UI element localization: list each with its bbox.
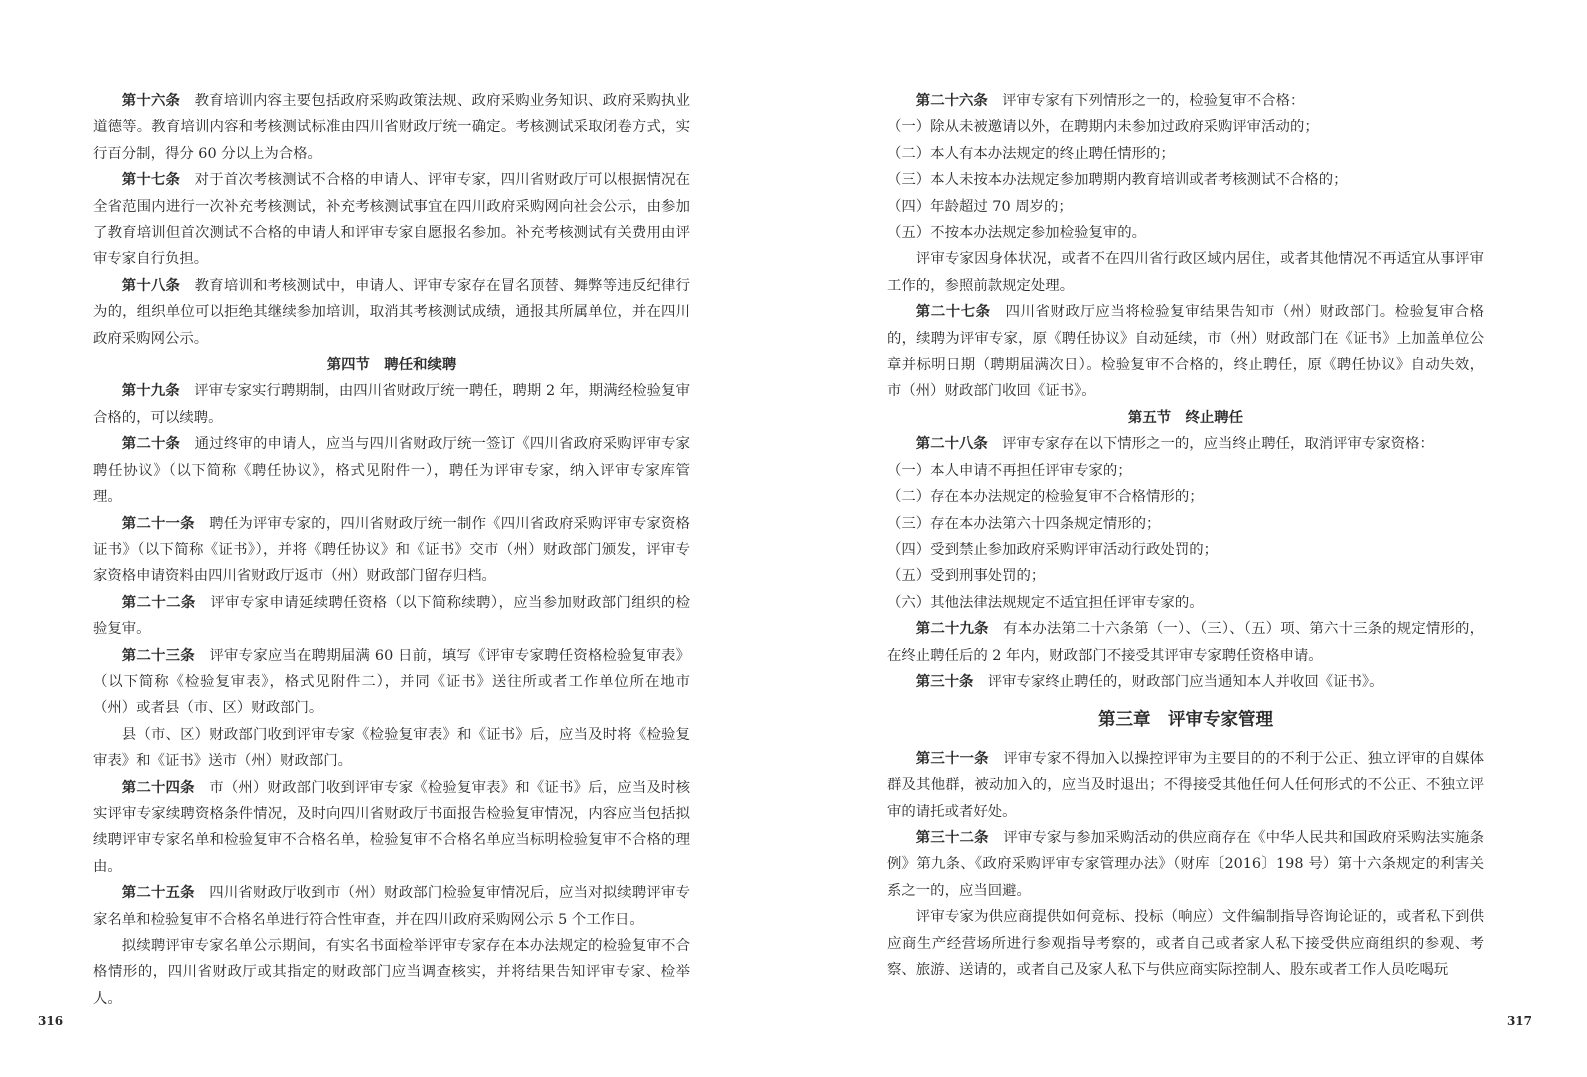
left-page bbox=[0, 0, 793, 1077]
article-text: 评审专家与参加采购活动的供应商存在《中华人民共和国政府采购法实施条例》第九条、《政府采购评审专家管理办法》（财库〔2016〕198 号）第十六条规定的利害关系之一的，应当回避。 bbox=[887, 829, 1484, 899]
article-text: 评审专家应当在聘期届满 60 日前，填写《评审专家聘任资格检验复审表》（以下简称《检验复审表》，格式见附件二），并同《证书》送往所或者工作单位所在地市（州）或者县（市、区）财政部门。 bbox=[93, 647, 690, 717]
article bbox=[93, 590, 690, 643]
article-text: 对于首次考核测试不合格的申请人、评审专家，四川省财政厅可以根据情况在全省范围内进行一次补充考核测试，补充考核测试事宜在四川政府采购网向社会公示，由参加了教育培训但首次测试不合格的申请人和评审专家自愿报名参加。补充考核测试有关费用由评审专家自行负担。 bbox=[93, 172, 690, 268]
article-text: 通过终审的申请人，应当与四川省财政厅统一签订《四川省政府采购评审专家聘任协议》（以下简称《聘任协议》，格式见附件一），聘任为评审专家，纳入评审专家库管理。 bbox=[93, 436, 690, 506]
paragraph: 县（市、区）财政部门收到评审专家《检验复审表》和《证书》后，应当及时将《检验复审表》和《证书》送市（州）财政部门。 bbox=[93, 726, 690, 770]
page-number: 317 bbox=[1506, 1014, 1532, 1028]
article bbox=[93, 273, 690, 352]
article-number: 第十九条 bbox=[121, 382, 180, 400]
right-page-text bbox=[887, 88, 1484, 983]
article-number: 第二十五条 bbox=[121, 884, 195, 902]
article-number: 第三十条 bbox=[915, 672, 974, 690]
paragraph: 评审专家因身体状况，或者不在四川省行政区域内居住，或者其他情况不再适宜从事评审工作的，参照前款规定处理。 bbox=[887, 251, 1484, 294]
section-heading: 第五节 终止聘任 bbox=[1127, 408, 1244, 426]
list-item: （一）本人申请不再担任评审专家的； bbox=[887, 462, 1132, 479]
article-number: 第二十二条 bbox=[121, 593, 196, 611]
paragraph: 拟续聘评审专家名单公示期间，有实名书面检举评审专家存在本办法规定的检验复审不合格情形的，四川省财政厅或其指定的财政部门应当调查核实，并将结果告知评审专家、检举人。 bbox=[93, 938, 690, 1007]
list-item: （三）存在本办法第六十四条规定情形的； bbox=[887, 515, 1161, 532]
list-item: （四）年龄超过 70 周岁的； bbox=[887, 198, 1073, 215]
article bbox=[93, 880, 690, 933]
list-item: （一）除从未被邀请以外，在聘期内未参加过政府采购评审活动的； bbox=[887, 119, 1319, 136]
article bbox=[93, 378, 690, 431]
page-number: 316 bbox=[38, 1014, 64, 1028]
right-page bbox=[794, 0, 1587, 1077]
section-heading: 第四节 聘任和续聘 bbox=[326, 356, 457, 374]
article bbox=[93, 511, 690, 590]
article-text: 评审专家存在以下情形之一的，应当终止聘任，取消评审专家资格： bbox=[987, 436, 1434, 453]
list-item: （二）本人有本办法规定的终止聘任情形的； bbox=[887, 145, 1175, 162]
article-text: 四川省财政厅收到市（州）财政部门检验复审情况后，应当对拟续聘评审专家名单和检验复审不合格名单进行符合性审查，并在四川政府采购网公示 5 个工作日。 bbox=[93, 885, 690, 928]
paragraph: 评审专家为供应商提供如何竞标、投标（响应）文件编制指导咨询论证的，或者私下到供应商生产经营场所进行参观指导考察的，或者自己或者家人私下接受供应商组织的参观、考察、旅游、送请的，或者自己及家人私下与供应商实际控制人、股东或者工作人员吃喝玩 bbox=[887, 909, 1484, 978]
article bbox=[887, 616, 1484, 669]
article-number: 第二十六条 bbox=[915, 92, 988, 109]
article-text: 有本办法第二十六条第（一）、（三）、（五）项、第六十三条的规定情形的，在终止聘任后的 2 年内，财政部门不接受其评审专家聘任资格申请。 bbox=[887, 621, 1484, 664]
article bbox=[93, 431, 690, 510]
article-number: 第二十三条 bbox=[121, 646, 195, 664]
article-text: 评审专家实行聘期制，由四川省财政厅统一聘任，聘期 2 年，期满经检验复审合格的，可以续聘。 bbox=[93, 383, 690, 426]
article bbox=[887, 431, 1484, 457]
article-number: 第十七条 bbox=[121, 171, 181, 189]
article bbox=[93, 167, 690, 273]
article-text: 评审专家有下列情形之一的，检验复审不合格： bbox=[987, 93, 1305, 109]
article bbox=[887, 825, 1484, 904]
article bbox=[93, 643, 690, 722]
list-item: （五）不按本办法规定参加检验复审的。 bbox=[887, 225, 1147, 242]
article-text: 评审专家不得加入以操控评审为主要目的的不利于公正、独立评审的自媒体群及其他群，被动加入的，应当及时退出；不得接受其他任何人任何形式的不公正、不独立评审的请托或者好处。 bbox=[887, 750, 1484, 820]
list-item: （四）受到禁止参加政府采购评审活动行政处罚的； bbox=[887, 541, 1218, 558]
article bbox=[887, 669, 1484, 695]
article-text: 聘任为评审专家的，四川省财政厅统一制作《四川省政府采购评审专家资格证书》（以下简称《证书》），并将《聘任协议》和《证书》交市（州）财政部门颁发，评审专家资格申请资料由四川省财政厅返市（州）财政部门留存归档。 bbox=[93, 515, 690, 585]
article-text: 市（州）财政部门收到评审专家《检验复审表》和《证书》后，应当及时核实评审专家续聘资格条件情况，及时向四川省财政厅书面报告检验复审情况，内容应当包括拟续聘评审专家名单和检验复审不合格名单，检验复审不合格名单应当标明检验复审不合格的理由。 bbox=[93, 779, 690, 875]
list-item: （二）存在本办法规定的检验复审不合格情形的； bbox=[887, 489, 1204, 506]
list-item: （六）其他法律法规规定不适宜担任评审专家的。 bbox=[887, 594, 1204, 611]
article bbox=[887, 746, 1484, 825]
article-number: 第二十一条 bbox=[121, 514, 195, 532]
left-page-text bbox=[93, 88, 690, 1012]
article-number: 第十八条 bbox=[121, 276, 181, 294]
article-text: 评审专家申请延续聘任资格（以下简称续聘），应当参加财政部门组织的检验复审。 bbox=[93, 594, 690, 638]
article-number: 第二十四条 bbox=[121, 778, 195, 796]
article-number: 第二十九条 bbox=[915, 620, 989, 638]
article-text: 四川省财政厅应当将检验复审结果告知市（州）财政部门。检验复审合格的，续聘为评审专家，原《聘任协议》自动延续，市（州）财政部门在《证书》上加盖单位公章并标明日期（聘期届满次日）。检验复审不合格的，终止聘任，原《聘任协议》自动失效，市（州）财政部门收回《证书》。 bbox=[887, 304, 1484, 400]
article bbox=[93, 88, 690, 167]
article-text: 教育培训和考核测试中，申请人、评审专家存在冒名顶替、舞弊等违反纪律行为的，组织单位可以拒绝其继续参加培训，取消其考核测试成绩，通报其所属单位，并在四川政府采购网公示。 bbox=[93, 277, 690, 347]
article bbox=[887, 299, 1484, 405]
article-number: 第二十八条 bbox=[915, 435, 988, 453]
article bbox=[887, 88, 1484, 114]
list-item: （五）受到刑事处罚的； bbox=[887, 568, 1046, 585]
article bbox=[93, 775, 690, 881]
article-number: 第三十二条 bbox=[915, 828, 989, 846]
article-number: 第十六条 bbox=[121, 92, 181, 109]
chapter-heading: 第三章 评审专家管理 bbox=[1098, 710, 1273, 731]
article-number: 第三十一条 bbox=[915, 749, 989, 767]
article-number: 第二十条 bbox=[121, 435, 181, 453]
article-text: 教育培训内容主要包括政府采购政策法规、政府采购业务知识、政府采购执业道德等。教育培训内容和考核测试标准由四川省财政厅统一确定。考核测试采取闭卷方式，实行百分制，得分 60 分以上为合格。 bbox=[93, 93, 690, 162]
article-text: 评审专家终止聘任的，财政部门应当通知本人并收回《证书》。 bbox=[973, 673, 1384, 690]
list-item: （三）本人未按本办法规定参加聘期内教育培训或者考核测试不合格的； bbox=[887, 172, 1348, 189]
article-number: 第二十七条 bbox=[915, 303, 991, 321]
